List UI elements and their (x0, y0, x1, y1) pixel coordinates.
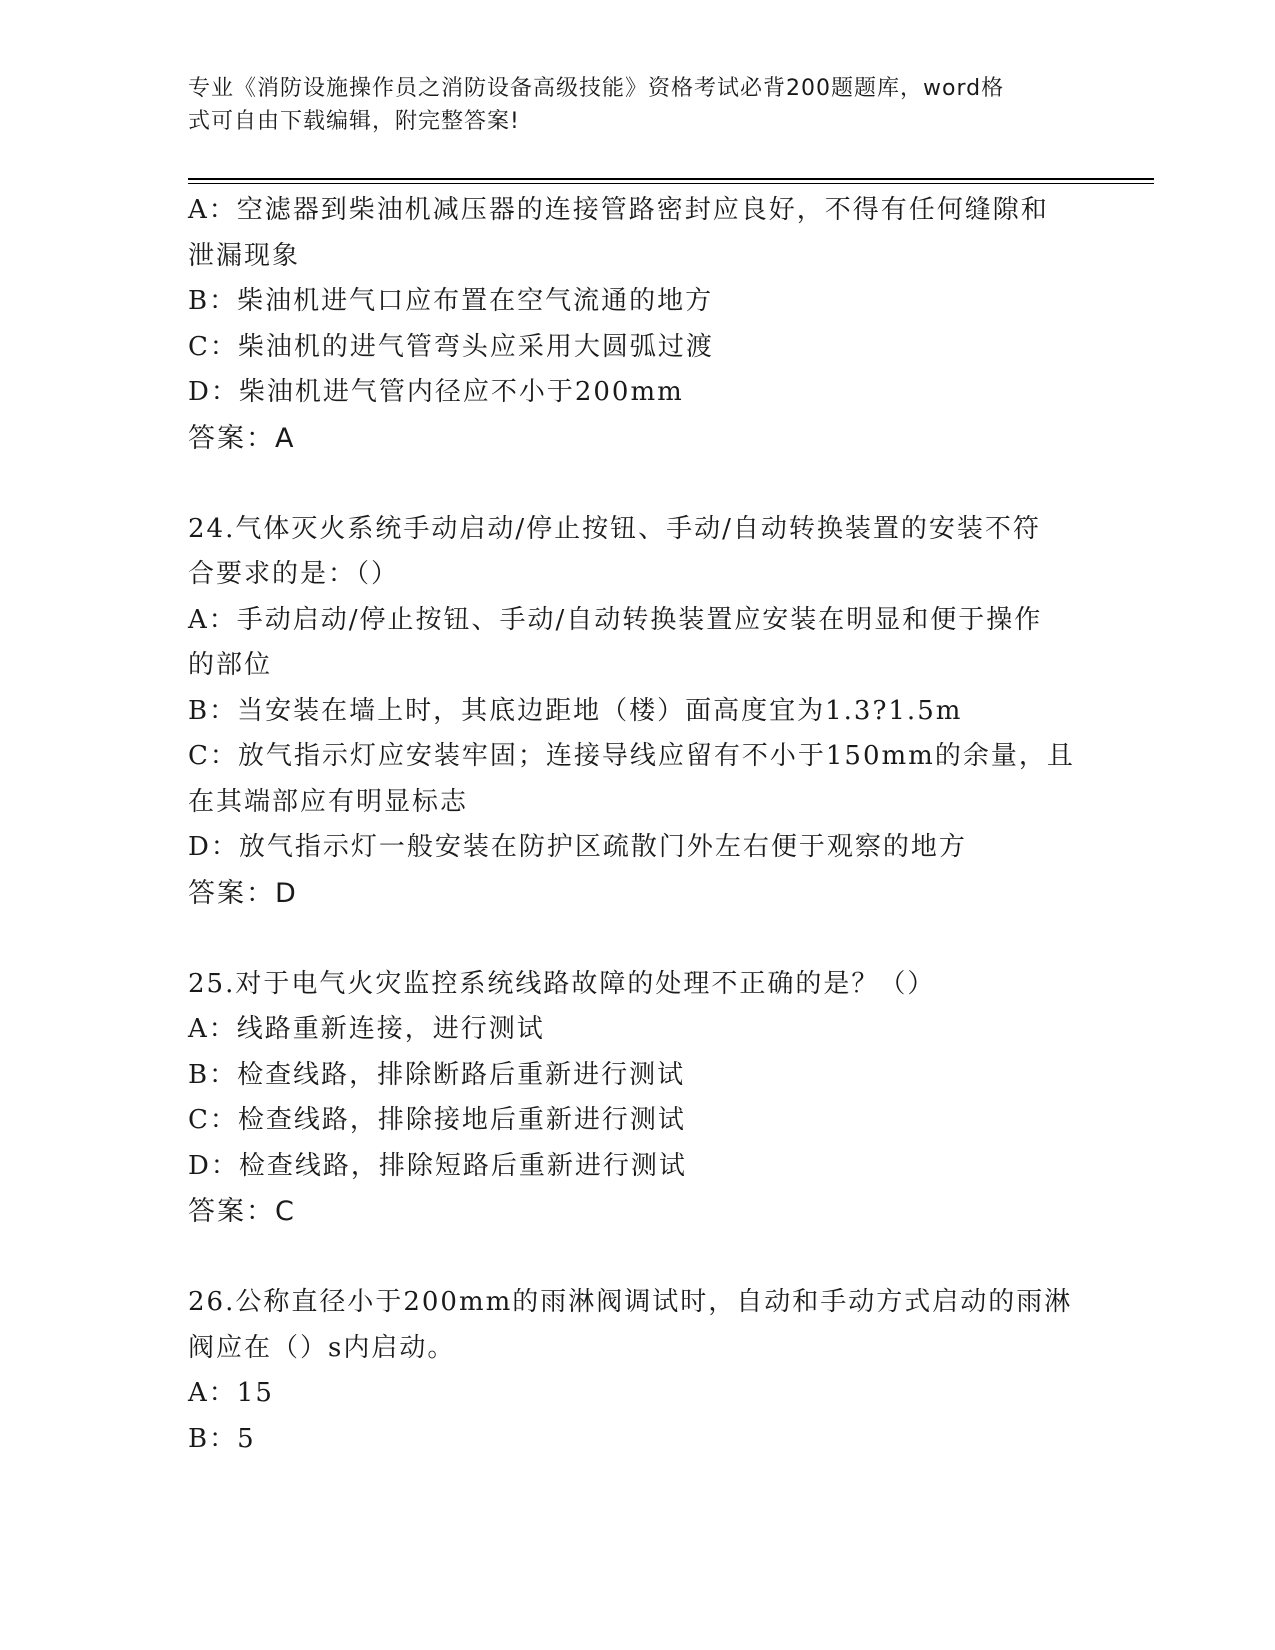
question-stem: 26.公称直径小于200mm的雨淋阀调试时，自动和手动方式启动的雨淋 (188, 1287, 1073, 1317)
question-stem: 25.对于电气火灾监控系统线路故障的处理不正确的是？（） (188, 968, 936, 999)
option-c: C：检查线路，排除接地后重新进行测试 (188, 1105, 686, 1135)
question-stem-cont: 阀应在（）s内启动。 (188, 1332, 456, 1363)
option-c-cont: 在其端部应有明显标志 (188, 786, 469, 817)
header-line-1: 专业《消防设施操作员之消防设备高级技能》资格考试必背200题题库，word格 (188, 76, 1005, 101)
answer-line: 答案：D (188, 877, 298, 909)
option-a-cont: 泄漏现象 (188, 240, 301, 271)
option-a: A：手动启动/停止按钮、手动/自动转换装置应安装在明显和便于操作 (188, 604, 1043, 635)
header-divider-thin (188, 183, 1154, 184)
question-stem-cont: 合要求的是：（） (188, 559, 400, 589)
option-a: A：线路重新连接，进行测试 (188, 1014, 545, 1044)
header-divider-thick (188, 178, 1154, 180)
spacer (188, 916, 1088, 962)
option-a: A：15 (188, 1378, 274, 1408)
option-b: B：检查线路，排除断路后重新进行测试 (188, 1059, 686, 1090)
option-b: B：当安装在墙上时，其底边距地（楼）面高度宜为1.3?1.5m (188, 695, 963, 726)
spacer (188, 1235, 1088, 1281)
option-a: A：空滤器到柴油机减压器的连接管路密封应良好，不得有任何缝隙和 (188, 195, 1049, 225)
question-stem: 24.气体灭火系统手动启动/停止按钮、手动/自动转换装置的安装不符 (188, 513, 1041, 544)
question-24 (188, 507, 1088, 917)
question-content (188, 188, 1088, 1462)
question-25 (188, 962, 1088, 1235)
header-line-2: 式可自由下载编辑，附完整答案! (188, 109, 520, 134)
option-b: B：5 (188, 1423, 256, 1454)
option-b: B：柴油机进气口应布置在空气流通的地方 (188, 286, 714, 316)
option-c: C：放气指示灯应安装牢固；连接导线应留有不小于150mm的余量，且 (188, 741, 1075, 771)
option-d: D：柴油机进气管内径应不小于200mm (188, 377, 684, 407)
spacer (188, 461, 1088, 507)
option-d: D：放气指示灯一般安装在防护区疏散门外左右便于观察的地方 (188, 832, 967, 862)
option-a-cont: 的部位 (188, 650, 273, 680)
question-23-continued (188, 188, 1088, 461)
answer-line: 答案：C (188, 1196, 296, 1227)
document-header (188, 72, 1068, 138)
option-d: D：检查线路，排除短路后重新进行测试 (188, 1150, 687, 1181)
question-26 (188, 1280, 1088, 1462)
option-c: C：柴油机的进气管弯头应采用大圆弧过渡 (188, 331, 714, 362)
answer-line: 答案：A (188, 422, 296, 454)
